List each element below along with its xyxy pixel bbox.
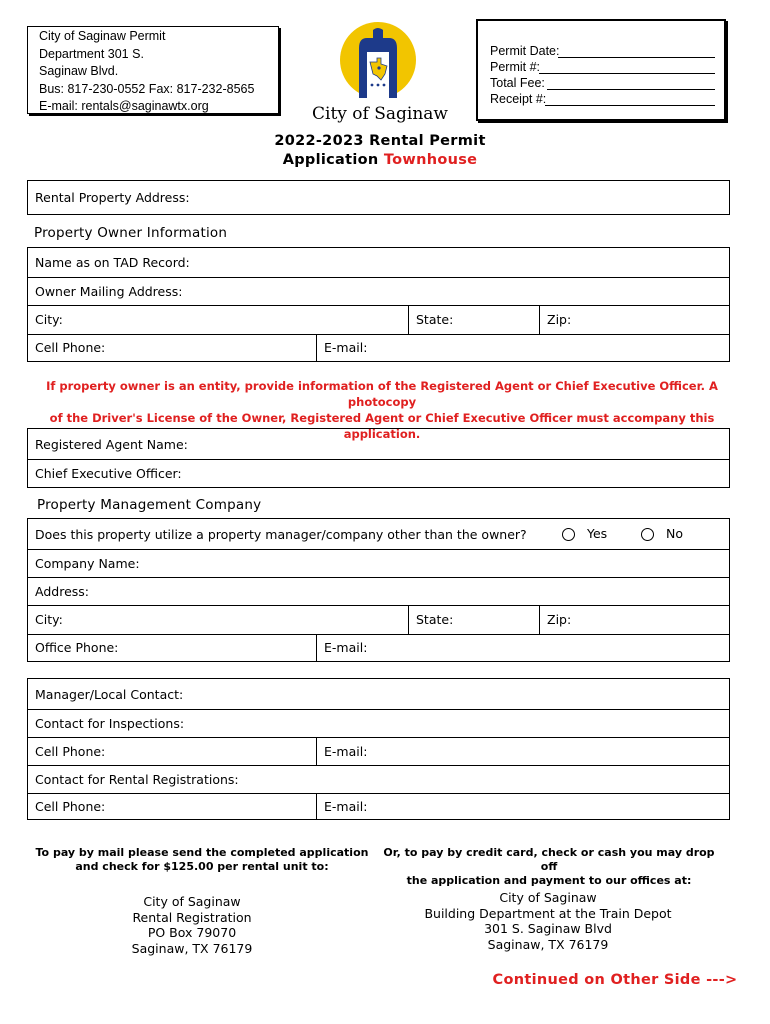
company-name-field[interactable] [28, 549, 729, 578]
registrations-phone-email-row [28, 793, 729, 819]
manager-yes-option[interactable] [562, 526, 607, 541]
office-address-line: Building Department at the Train Depot [424, 905, 672, 921]
owner-city-label: City: [35, 312, 63, 327]
company-phone-email-row [28, 634, 729, 661]
mail-address-line: Saginaw, TX 76179 [131, 940, 253, 956]
inspections-cell-field[interactable] [28, 737, 316, 765]
management-section-heading: Property Management Company [37, 497, 262, 513]
owner-name-field[interactable] [28, 248, 729, 278]
registered-agent-field[interactable] [28, 429, 729, 460]
owner-info-table [27, 247, 730, 362]
dept-line: City of Saginaw Permit [39, 29, 166, 43]
company-city-field[interactable] [28, 605, 408, 634]
owner-zip-label: Zip: [547, 312, 572, 327]
total-fee-label: Total Fee: [490, 76, 545, 90]
form-title [260, 132, 500, 170]
company-city-label: City: [35, 612, 63, 627]
entity-info-table [27, 428, 730, 488]
entity-notice-line-2: of the Driver's License of the Owner, Registered Agent or Chief Executive Officer must accompany this application. [49, 411, 715, 441]
owner-section-heading: Property Owner Information [34, 225, 228, 241]
office-payment-instructions [376, 846, 722, 888]
office-phone-label: Office Phone: [35, 640, 119, 655]
inspections-cell-label: Cell Phone: [35, 743, 106, 759]
owner-state-label: State: [416, 312, 454, 327]
registrations-email-field[interactable] [316, 793, 729, 819]
owner-email-field[interactable] [316, 334, 729, 361]
owner-mailing-label: Owner Mailing Address: [35, 283, 183, 299]
owner-city-field[interactable] [28, 305, 408, 334]
permit-date-label: Permit Date: [490, 44, 560, 58]
registrations-email-label: E-mail: [324, 798, 368, 814]
registrations-cell-label: Cell Phone: [35, 798, 106, 814]
company-name-label: Company Name: [35, 555, 140, 571]
company-zip-label: Zip: [547, 612, 572, 627]
manager-question-row [28, 519, 729, 550]
inspections-contact-label: Contact for Inspections: [35, 715, 185, 731]
mail-address-line: PO Box 79070 [147, 925, 237, 940]
mail-address-block [92, 894, 292, 956]
inspections-phone-email-row [28, 737, 729, 766]
management-info-table [27, 518, 730, 662]
owner-cell-label: Cell Phone: [35, 340, 106, 355]
title-line-2 [260, 151, 500, 170]
dept-line: E-mail: rentals@saginawtx.org [39, 99, 209, 113]
title-line-1: 2022-2023 Rental Permit [274, 133, 486, 149]
manager-question-label: Does this property utilize a property manager/company other than the owner? [35, 526, 527, 542]
office-instructions-line-2: the application and payment to our offices at: [406, 874, 692, 887]
dept-line: Bus: 817-230-0552 Fax: 817-232-8565 [39, 81, 255, 96]
title-prefix: Application [282, 152, 384, 168]
city-logo-icon [337, 18, 419, 102]
no-radio[interactable] [641, 528, 654, 541]
owner-phone-email-row [28, 334, 729, 361]
title-highlight: Townhouse [383, 152, 478, 168]
office-phone-field[interactable] [28, 634, 316, 661]
owner-name-label: Name as on TAD Record: [35, 255, 190, 270]
office-address-line: Saginaw, TX 76179 [487, 936, 609, 952]
entity-notice-line-1: If property owner is an entity, provide information of the Registered Agent or Chief Executive Officer. A photocopy [46, 379, 718, 409]
no-label: No [665, 526, 683, 541]
registered-agent-label: Registered Agent Name: [35, 436, 188, 452]
office-address-block [412, 890, 684, 952]
manager-contact-field[interactable] [28, 679, 729, 710]
mail-payment-instructions [32, 846, 372, 874]
mail-instructions-line-1: To pay by mail please send the completed application [35, 846, 369, 859]
company-state-field[interactable] [408, 605, 539, 634]
company-city-state-zip-row [28, 605, 729, 635]
logo-wordmark: City of Saginaw [312, 104, 448, 124]
owner-state-field[interactable] [408, 305, 539, 334]
mail-address-line: Rental Registration [132, 909, 252, 925]
yes-radio[interactable] [562, 528, 575, 541]
company-zip-field[interactable] [539, 605, 729, 634]
office-use-box [476, 19, 726, 121]
manager-no-option[interactable] [641, 526, 683, 541]
total-fee-line[interactable] [547, 89, 715, 90]
dept-line: Saginaw Blvd. [39, 64, 119, 78]
contacts-table [27, 678, 730, 820]
office-address-line: 301 S. Saginaw Blvd [484, 921, 612, 936]
company-address-field[interactable] [28, 577, 729, 606]
receipt-number-label: Receipt #: [490, 92, 547, 106]
inspections-email-field[interactable] [316, 737, 729, 765]
mail-address-line: City of Saginaw [143, 894, 241, 909]
owner-mailing-field[interactable] [28, 277, 729, 306]
office-address-line: City of Saginaw [499, 890, 597, 905]
registrations-cell-field[interactable] [28, 793, 316, 819]
permit-number-line[interactable] [539, 73, 715, 74]
inspections-contact-field[interactable] [28, 709, 729, 738]
company-state-label: State: [416, 612, 454, 627]
continued-note: Continued on Other Side ---> [492, 972, 738, 988]
registrations-contact-label: Contact for Rental Registrations: [35, 771, 239, 787]
rental-property-address-field[interactable] [27, 180, 730, 215]
company-email-field[interactable] [316, 634, 729, 661]
registrations-contact-field[interactable] [28, 765, 729, 794]
mail-instructions-line-2: and check for $125.00 per rental unit to: [75, 860, 329, 873]
company-address-label: Address: [35, 583, 89, 599]
inspections-email-label: E-mail: [324, 743, 368, 759]
office-instructions-line-1: Or, to pay by credit card, check or cash you may drop off [383, 846, 715, 873]
owner-zip-field[interactable] [539, 305, 729, 334]
department-contact-box [27, 26, 279, 114]
manager-contact-label: Manager/Local Contact: [35, 686, 184, 702]
permit-date-line[interactable] [558, 57, 715, 58]
ceo-label: Chief Executive Officer: [35, 465, 182, 481]
owner-email-label: E-mail: [324, 340, 368, 355]
receipt-number-line[interactable] [545, 105, 715, 106]
yes-label: Yes [586, 526, 608, 541]
owner-cell-field[interactable] [28, 334, 316, 361]
ceo-field[interactable] [28, 459, 729, 487]
rental-property-address-label: Rental Property Address: [35, 190, 190, 205]
company-email-label: E-mail: [324, 640, 368, 655]
owner-city-state-zip-row [28, 305, 729, 335]
dept-line: Department 301 S. [39, 46, 144, 61]
permit-number-label: Permit #: [490, 60, 541, 74]
